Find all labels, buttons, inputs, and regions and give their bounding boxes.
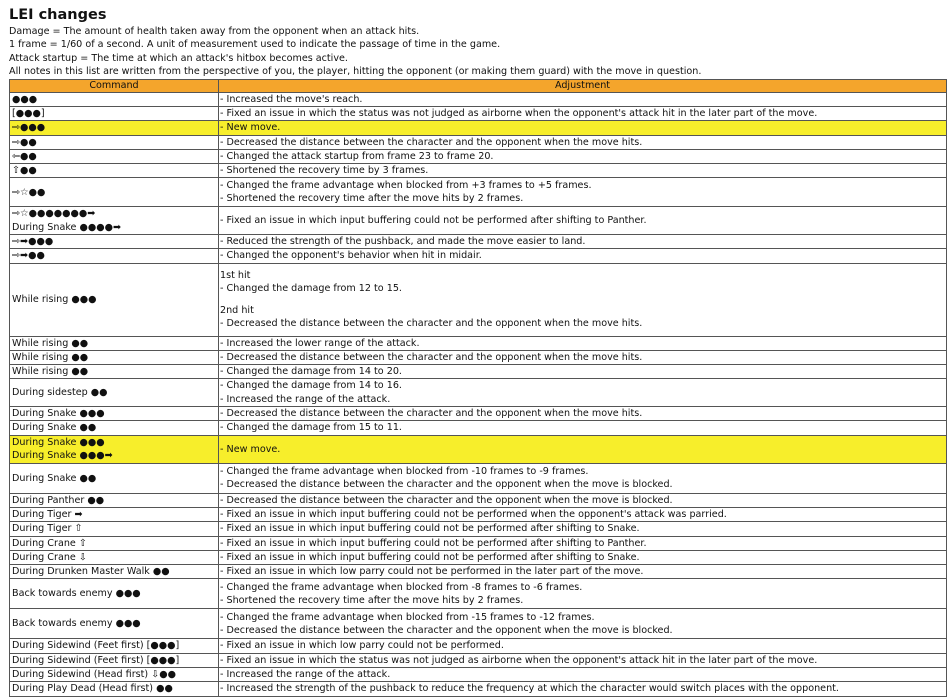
adjustment-cell (219, 639, 947, 653)
table-row (10, 135, 947, 149)
adjustment-header: Adjustment (219, 79, 947, 92)
table-header-row (10, 79, 947, 92)
command-cell (10, 164, 219, 178)
command-text: Back towards enemy ●●● (12, 588, 141, 600)
table-row (10, 493, 947, 507)
table-row (10, 682, 947, 696)
adjustment-text: - Increased the strength of the pushback to reduce the frequency at which the character would switch places with the opponent. (220, 683, 839, 695)
command-text: During Crane ⇩ (12, 551, 87, 563)
table-body (10, 92, 947, 696)
table-row (10, 421, 947, 435)
command-cell (10, 249, 219, 263)
command-text: Back towards enemy ●●● (12, 618, 141, 630)
adjustment-text: - Fixed an issue in which input buffering could not be performed after shifting to Panther. (220, 215, 647, 227)
table-row (10, 609, 947, 639)
command-cell (10, 565, 219, 579)
adjustment-cell (219, 407, 947, 421)
command-text: ⇨➡●●● (12, 236, 54, 247)
adjustment-cell (219, 421, 947, 435)
command-cell (10, 668, 219, 682)
command-text: During Snake ●●● (12, 408, 105, 420)
adjustment-text: - Fixed an issue in which input buffering could not be performed after shifting to Snake. (220, 551, 640, 563)
command-cell (10, 207, 219, 235)
adjustment-cell (219, 135, 947, 149)
command-text: ⇨●●● (12, 122, 46, 134)
adjustment-cell (219, 235, 947, 249)
adjustment-text: - Shortened the recovery time by 3 frames. (220, 165, 429, 177)
command-cell (10, 365, 219, 379)
note-startup: Attack startup = The time at which an attack's hitbox becomes active. (9, 52, 348, 64)
command-cell (10, 493, 219, 507)
adjustment-text: - Changed the damage from 15 to 11. (220, 422, 402, 434)
adjustment-text: - Changed the frame advantage when blocked from -15 frames to -12 frames. (220, 611, 595, 623)
table-row (10, 263, 947, 336)
adjustment-cell (219, 379, 947, 407)
command-text: ⇧●● (12, 165, 37, 177)
command-text: ⇨☆●●●●●●●➡ (12, 208, 96, 220)
adjustment-text: - Shortened the recovery time after the move hits by 2 frames. (220, 594, 524, 606)
adjustment-text: - Fixed an issue in which input buffering could not be performed when the opponent's attack was parried. (220, 508, 727, 520)
adjustment-cell (219, 536, 947, 550)
adjustment-cell (219, 263, 947, 336)
table-row (10, 579, 947, 609)
adjustment-text: - Decreased the distance between the character and the opponent when the move hits. (220, 351, 643, 363)
adjustment-cell (219, 579, 947, 609)
table-row (10, 121, 947, 135)
adjustment-text: - Changed the damage from 12 to 15. (220, 283, 402, 295)
command-cell (10, 92, 219, 106)
table-row (10, 407, 947, 421)
command-text: During Panther ●● (12, 494, 105, 506)
table-row (10, 164, 947, 178)
command-cell (10, 536, 219, 550)
table-row (10, 565, 947, 579)
command-text: ⇨●● (12, 136, 37, 148)
table-row (10, 178, 947, 207)
command-cell (10, 653, 219, 667)
table-row (10, 350, 947, 364)
adjustment-text: - Decreased the distance between the character and the opponent when the move hits. (220, 317, 643, 329)
command-text: During Snake ●● (12, 422, 97, 434)
table-row (10, 507, 947, 521)
table-row (10, 522, 947, 536)
command-text: During Sidewind (Feet first) [●●●] (12, 654, 180, 666)
command-cell (10, 235, 219, 249)
adjustment-text: - Changed the attack startup from frame 23 to frame 20. (220, 150, 494, 162)
table-row (10, 365, 947, 379)
command-cell (10, 579, 219, 609)
adjustment-text: - Changed the frame advantage when blocked from -8 frames to -6 frames. (220, 581, 583, 593)
adjustment-cell (219, 121, 947, 135)
adjustment-cell (219, 365, 947, 379)
command-text: During Crane ⇧ (12, 537, 87, 549)
command-cell (10, 682, 219, 696)
command-text: During Tiger ➡ (12, 508, 83, 520)
table-row (10, 336, 947, 350)
command-text: During sidestep ●● (12, 387, 108, 399)
note-frame: 1 frame = 1/60 of a second. A unit of measurement used to indicate the passage of time in the game. (9, 39, 501, 51)
table-row (10, 463, 947, 493)
command-text: While rising ●● (12, 337, 89, 349)
adjustment-cell (219, 336, 947, 350)
adjustment-text: - New move. (220, 443, 281, 455)
adjustment-cell (219, 653, 947, 667)
command-text: During Snake ●● (12, 472, 97, 484)
command-cell (10, 639, 219, 653)
page-title: LEI changes (9, 7, 107, 23)
note-perspective: All notes in this list are written from the perspective of you, the player, hitting the opponent (or making them guard) with the move in question. (9, 66, 702, 78)
command-cell (10, 421, 219, 435)
adjustment-cell (219, 550, 947, 564)
adjustment-text: - Decreased the distance between the character and the opponent when the move is blocked. (220, 479, 673, 491)
table-row (10, 106, 947, 120)
command-text: During Play Dead (Head first) ●● (12, 683, 173, 695)
adjustment-text: - Decreased the distance between the character and the opponent when the move is blocked. (220, 494, 673, 506)
adjustment-text: - Fixed an issue in which low parry could not be performed. (220, 640, 504, 652)
command-cell (10, 407, 219, 421)
command-cell (10, 135, 219, 149)
adjustment-cell (219, 207, 947, 235)
adjustment-text: - Changed the damage from 14 to 16. (220, 380, 402, 392)
command-text: During Drunken Master Walk ●● (12, 566, 170, 578)
adjustment-text: - Changed the damage from 14 to 20. (220, 366, 402, 378)
adjustment-cell (219, 522, 947, 536)
adjustment-cell (219, 493, 947, 507)
table-row (10, 639, 947, 653)
table-row (10, 536, 947, 550)
note-damage: Damage = The amount of health taken away from the opponent when an attack hits. (9, 26, 420, 37)
command-text: ⇨➡●● (12, 250, 45, 262)
adjustment-text: - Fixed an issue in which input buffering could not be performed after shifting to Panther. (220, 537, 647, 549)
command-cell (10, 106, 219, 120)
adjustment-cell (219, 565, 947, 579)
command-text: ⇦●● (12, 150, 37, 162)
command-cell (10, 550, 219, 564)
changes-table (9, 79, 947, 697)
command-text: During Snake ●●● (12, 436, 105, 448)
adjustment-cell (219, 249, 947, 263)
adjustment-cell (219, 92, 947, 106)
command-text: ●●● (12, 93, 38, 105)
command-cell (10, 178, 219, 207)
command-cell (10, 263, 219, 336)
adjustment-text: - Reduced the strength of the pushback, and made the move easier to land. (220, 236, 586, 247)
adjustment-cell (219, 609, 947, 639)
command-cell (10, 435, 219, 463)
command-cell (10, 522, 219, 536)
adjustment-cell (219, 350, 947, 364)
command-text: While rising ●● (12, 351, 89, 363)
command-text: During Snake ●●●●➡ (12, 221, 122, 233)
command-cell (10, 336, 219, 350)
adjustment-text: - Increased the range of the attack. (220, 393, 391, 405)
adjustment-text: - Increased the range of the attack. (220, 669, 391, 681)
adjustment-cell (219, 164, 947, 178)
adjustment-text: - Fixed an issue in which low parry could not be performed in the later part of the move. (220, 566, 644, 578)
command-cell (10, 379, 219, 407)
table-row (10, 550, 947, 564)
command-header: Command (10, 79, 219, 92)
table-row (10, 207, 947, 235)
adjustment-text: 1st hit (220, 270, 251, 281)
table-row (10, 235, 947, 249)
command-cell (10, 463, 219, 493)
blank-line (220, 296, 945, 304)
command-cell (10, 507, 219, 521)
adjustment-text: - Fixed an issue in which the status was not judged as airborne when the opponent's attack hit in the later part of the move. (220, 107, 818, 119)
command-text: During Sidewind (Feet first) [●●●] (12, 640, 180, 652)
table-row (10, 92, 947, 106)
table-row (10, 379, 947, 407)
command-text: While rising ●● (12, 366, 89, 378)
command-text: During Sidewind (Head first) ⇩●● (12, 669, 176, 681)
adjustment-text: - Fixed an issue in which input buffering could not be performed after shifting to Snake. (220, 523, 640, 535)
adjustment-text: - Changed the opponent's behavior when hit in midair. (220, 250, 482, 262)
adjustment-text: - Fixed an issue in which the status was not judged as airborne when the opponent's attack hit in the later part of the move. (220, 654, 818, 666)
adjustment-text: - Changed the frame advantage when blocked from -10 frames to -9 frames. (220, 465, 589, 477)
command-text: While rising ●●● (12, 293, 97, 305)
adjustment-cell (219, 106, 947, 120)
adjustment-cell (219, 149, 947, 163)
adjustment-text: - Decreased the distance between the character and the opponent when the move is blocked. (220, 624, 673, 636)
adjustment-text: - Decreased the distance between the character and the opponent when the move hits. (220, 408, 643, 420)
command-text: During Snake ●●●➡ (12, 450, 113, 462)
command-text: During Tiger ⇧ (12, 523, 83, 535)
table-row (10, 149, 947, 163)
command-text: [●●●] (12, 107, 45, 119)
adjustment-cell (219, 178, 947, 207)
command-cell (10, 350, 219, 364)
adjustment-text: - Increased the move's reach. (220, 93, 363, 105)
adjustment-cell (219, 507, 947, 521)
command-cell (10, 121, 219, 135)
table-row (10, 435, 947, 463)
adjustment-text: 2nd hit (220, 304, 254, 316)
table-row (10, 668, 947, 682)
adjustment-cell (219, 668, 947, 682)
adjustment-cell (219, 435, 947, 463)
command-text: ⇨☆●● (12, 186, 46, 198)
adjustment-text: - Changed the frame advantage when blocked from +3 frames to +5 frames. (220, 180, 592, 192)
table-row (10, 653, 947, 667)
adjustment-text: - Decreased the distance between the character and the opponent when the move hits. (220, 136, 643, 148)
adjustment-cell (219, 463, 947, 493)
adjustment-cell (219, 682, 947, 696)
adjustment-text: - Shortened the recovery time after the move hits by 2 frames. (220, 193, 524, 205)
table-row (10, 249, 947, 263)
command-cell (10, 149, 219, 163)
command-cell (10, 609, 219, 639)
adjustment-text: - New move. (220, 122, 281, 134)
adjustment-text: - Increased the lower range of the attack. (220, 337, 420, 349)
